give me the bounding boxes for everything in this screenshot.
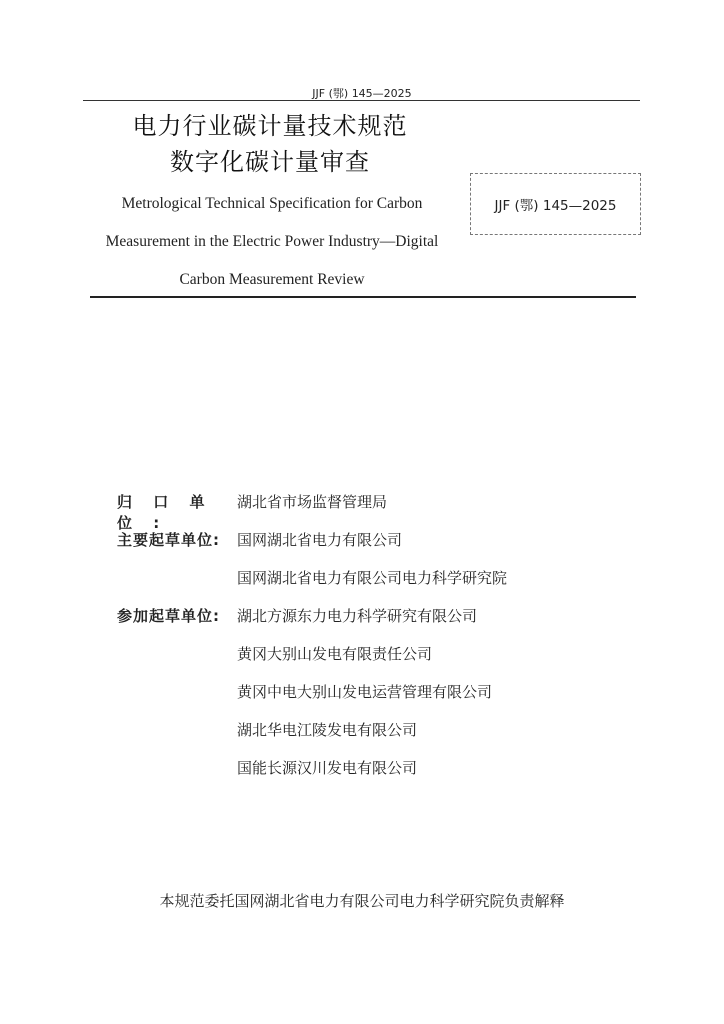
participating-item: 湖北华电江陵发电有限公司 (237, 721, 418, 739)
title-divider (90, 296, 636, 298)
responsible-unit-label: 归 口 单 位 : (117, 493, 213, 532)
participating-label: 参加起草单位: (117, 607, 220, 625)
standard-code-box (470, 173, 641, 235)
header-divider (83, 100, 640, 101)
main-drafting-label: 主要起草单位: (117, 531, 220, 549)
title-en-line1: Metrological Technical Specification for Carbon (121, 195, 423, 212)
main-drafting-item: 国网湖北省电力有限公司 (237, 531, 403, 549)
title-en-line2: Measurement in the Electric Power Industry—Digital (105, 233, 439, 250)
footer-note: 本规范委托国网湖北省电力有限公司电力科学研究院负责解释 (159, 892, 565, 910)
main-drafting-item: 国网湖北省电力有限公司电力科学研究院 (237, 569, 508, 587)
title-zh-line2: 数字化碳计量审查 (170, 148, 370, 176)
title-en (78, 185, 466, 299)
participating-item: 湖北方源东力电力科学研究有限公司 (237, 607, 478, 625)
title-en-line3: Carbon Measurement Review (179, 271, 365, 288)
standard-code-box-text: JJF (鄂) 145—2025 (494, 198, 617, 214)
title-zh-line1: 电力行业碳计量技术规范 (132, 112, 408, 140)
header-standard-code: JJF (鄂) 145—2025 (312, 87, 412, 100)
participating-item: 黄冈中电大别山发电运营管理有限公司 (237, 683, 493, 701)
participating-item: 国能长源汉川发电有限公司 (237, 759, 418, 777)
responsible-unit-value: 湖北省市场监督管理局 (237, 493, 388, 511)
participating-item: 黄冈大别山发电有限责任公司 (237, 645, 433, 663)
